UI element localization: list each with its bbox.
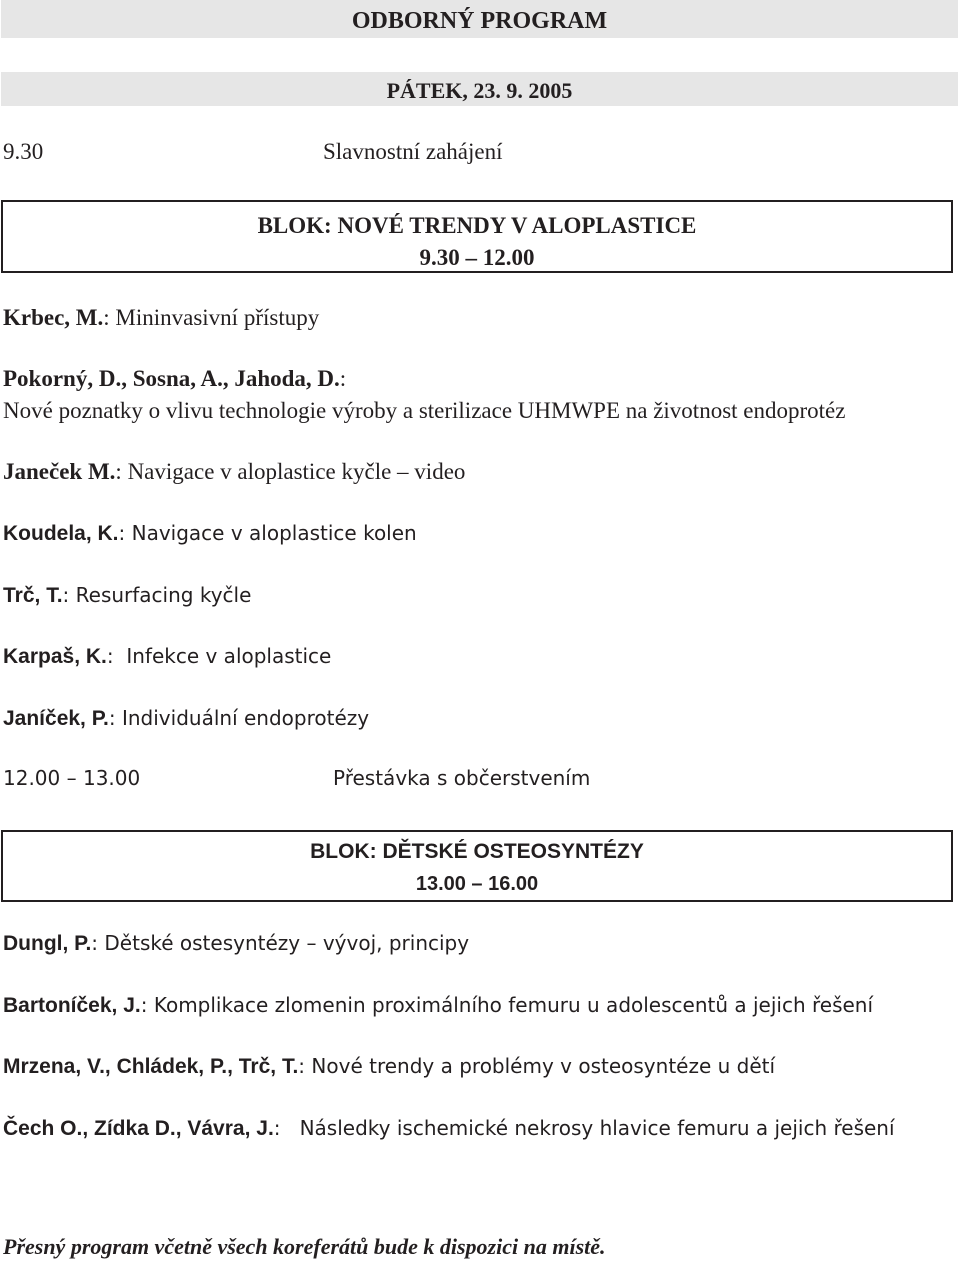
talk-topic: Dětské ostesyntézy – vývoj, principy xyxy=(104,931,470,955)
break-time: 12.00 – 13.00 xyxy=(3,766,141,790)
talk-sep: : xyxy=(118,521,132,545)
program-title-bar xyxy=(1,0,958,38)
talk-topic: Komplikace zlomenin proximálního femuru u adolescentů a jejich řešení xyxy=(153,993,874,1017)
block1-time: 9.30 – 12.00 xyxy=(419,245,535,270)
talk-topic: Mininvasivní přístupy xyxy=(115,305,320,330)
talk-authors: Janíček, P. xyxy=(3,707,109,730)
talk-topic: Individuální endoprotézy xyxy=(121,706,370,730)
talk-sep: : xyxy=(339,366,347,391)
opening-label: Slavnostní zahájení xyxy=(323,139,503,164)
talk-authors: Pokorný, D., Sosna, A., Jahoda, D. xyxy=(3,366,340,391)
talk-row xyxy=(3,930,469,956)
talk-topic: Nové trendy a problémy v osteosyntéze u dětí xyxy=(311,1054,776,1078)
talk-row xyxy=(3,992,873,1018)
talk-authors: Bartoníček, J. xyxy=(3,994,141,1017)
talk-topic: Navigace v aloplastice kolen xyxy=(131,521,417,545)
talk-row xyxy=(3,305,319,331)
talk-topic: Následky ischemické nekrosy hlavice femuru a jejich řešení xyxy=(299,1116,895,1140)
talk-row xyxy=(3,459,465,485)
talk-row xyxy=(3,520,417,546)
talk-sep: : xyxy=(62,583,76,607)
talk-authors: Karpaš, K. xyxy=(3,645,107,668)
day-heading: PÁTEK, 23. 9. 2005 xyxy=(386,78,573,103)
talk-sep: : xyxy=(103,305,116,330)
talk-topic-line xyxy=(3,398,845,424)
talk-sep: : xyxy=(106,644,127,668)
talk-authors: Trč, T. xyxy=(3,584,63,607)
talk-authors: Janeček M. xyxy=(3,459,116,484)
break-label: Přestávka s občerstvením xyxy=(333,766,591,790)
opening-time: 9.30 xyxy=(3,139,44,164)
talk-authors: Čech O., Zídka D., Vávra, J. xyxy=(3,1117,274,1140)
block2-title: BLOK: DĚTSKÉ OSTEOSYNTÉZY xyxy=(310,840,644,863)
talk-sep: : xyxy=(108,706,122,730)
block1-title: BLOK: NOVÉ TRENDY V ALOPLASTICE xyxy=(257,213,697,238)
talk-row xyxy=(3,1053,775,1079)
day-bar xyxy=(1,72,958,106)
talk-sep: : xyxy=(298,1054,312,1078)
block2-header xyxy=(1,830,953,902)
talk-authors: Mrzena, V., Chládek, P., Trč, T. xyxy=(3,1055,299,1078)
talk-row xyxy=(3,582,251,608)
block1-header xyxy=(1,200,953,273)
program-title: ODBORNÝ PROGRAM xyxy=(351,8,608,34)
talk-authors: Krbec, M. xyxy=(3,305,104,330)
talk-authors: Koudela, K. xyxy=(3,522,119,545)
talk-sep: : xyxy=(140,993,154,1017)
talk-authors: Dungl, P. xyxy=(3,932,92,955)
talk-row xyxy=(3,366,346,392)
talk-topic: Resurfacing kyčle xyxy=(75,583,252,607)
talk-sep: : xyxy=(91,931,105,955)
talk-sep: : xyxy=(115,459,128,484)
footer-note: Přesný program včetně všech koreferátů bude k dispozici na místě. xyxy=(3,1234,606,1259)
talk-row xyxy=(3,705,369,731)
talk-sep: : xyxy=(273,1116,300,1140)
talk-row xyxy=(3,1115,895,1141)
talk-row xyxy=(3,643,331,669)
talk-topic: Navigace v aloplastice kyčle – video xyxy=(127,459,466,484)
talk-topic: Infekce v aloplastice xyxy=(126,644,332,668)
talk-topic: Nové poznatky o vlivu technologie výroby a sterilizace UHMWPE na životnost endoprotéz xyxy=(3,398,846,423)
block2-time: 13.00 – 16.00 xyxy=(415,873,539,895)
